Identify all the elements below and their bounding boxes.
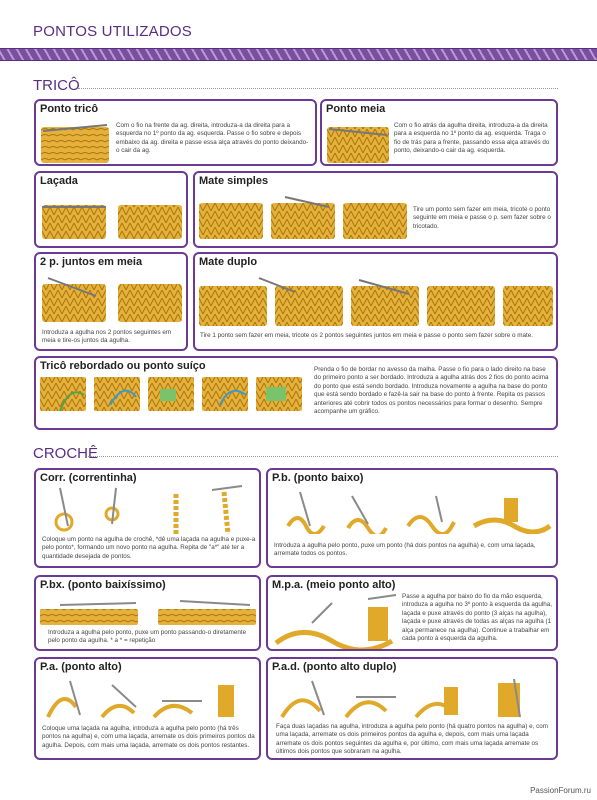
card-title: Ponto meia (326, 103, 386, 115)
card-description: Introduza a agulha nos 2 pontos seguintes em meia e tire-os juntos da agulha. (42, 329, 172, 345)
card-title: Mate duplo (199, 256, 258, 268)
card-ponto-baixissimo (34, 575, 261, 651)
knitting-swatch-illustration (327, 121, 389, 163)
card-title: Mate simples (199, 175, 269, 187)
card-ponto-alto-duplo (266, 657, 558, 760)
card-description: Faça duas laçadas na agulha, introduza a agulha pelo ponto (há quatro pontos na agulha) e, com uma laçada, arremate os dois primeiros pontos da agulha e, depois, com mais uma laçada arremate os dois pontos seguintes da agulha e, por último, com mais uma laçada arremate os últimos dois pontos que sobraram na agulha. (276, 723, 549, 756)
decorative-braid-border (0, 48, 597, 61)
card-ponto-meia (320, 99, 558, 166)
card-title: Corr. (correntinha) (40, 472, 137, 484)
card-description: Coloque uma laçada na agulha, introduza a agulha pelo ponto (há três pontos na agulha) e, com uma laçada, arremate os dois primeiros pontos da agulha. Depois, com mais uma laçada, arremate os dois pontos restantes. (42, 725, 255, 749)
card-description: Introduza a agulha pelo ponto, puxe um ponto (há dois pontos na agulha) e, com uma laçada, arremate todos os pontos. (274, 542, 536, 558)
card-description: Passe a agulha por baixo do fio da mão esquerda, introduza a agulha no 3º ponto à esquerda da agulha, laçada e puxe através do ponto (3 alças na agulha), laçada e puxe através de todas as alças na agulha (1 alça permanece na agulha). Continue a trabalhar em cada ponto à esquerda da agulha. (402, 593, 553, 643)
card-ponto-alto (34, 657, 261, 760)
card-title: P.bx. (ponto baixíssimo) (40, 579, 166, 591)
card-title: Tricô rebordado ou ponto suíço (40, 360, 206, 372)
card-ponto-baixo (266, 468, 558, 568)
card-title: P.a.d. (ponto alto duplo) (272, 661, 397, 673)
card-description: Tire um ponto sem fazer em meia, tricote o ponto seguinte em meia e passe o p. sem fazer sobre o tricotado. (413, 206, 551, 230)
card-description: Com o fio na frente da ag. direita, introduza-a da direita para a esquerda no 1º ponto da ag. esquerda. Passe o fio sobre e depois embaixo da ag. direita e passe essa alça através do ponto deixando-o cair da ag. (116, 122, 309, 155)
section-rule (88, 456, 558, 457)
card-description: Coloque um ponto na agulha de crochê, *dê uma laçada na agulha e puxe-a pelo ponto*, formando um novo ponto na agulha. Repita de "a*" até ter a quantidade desejada de pontos. (42, 536, 256, 560)
card-mate-duplo (193, 252, 558, 351)
crochet-illustration (46, 484, 256, 536)
knitting-swatch-illustration (41, 121, 109, 163)
card-mate-simples (193, 171, 558, 248)
card-description (48, 629, 258, 646)
card-meio-ponto-alto (266, 575, 558, 651)
card-title: P.b. (ponto baixo) (272, 472, 364, 484)
card-lacada (34, 171, 188, 248)
knitting-swatch-illustration (199, 274, 555, 328)
crochet-illustration (42, 677, 256, 721)
crochet-illustration (40, 595, 258, 627)
card-description: Com o fio atrás da agulha direita, introduza-a da direita para a esquerda no 1º ponto da ag. esquerda. Traga o fio de trás para a frente, passando essa alça através do ponto, deixando-o cair da ag. esquerda. (394, 122, 550, 155)
card-rebordado (34, 356, 558, 430)
card-title: 2 p. juntos em meia (40, 256, 143, 268)
crochet-illustration (278, 486, 556, 534)
card-title: M.p.a. (meio ponto alto) (272, 579, 396, 591)
repetition-note: * a * = repetição (110, 637, 156, 645)
section-title-trico: TRICÔ (33, 77, 80, 94)
description-text: Introduza a agulha pelo ponto, puxe um ponto passando-o diretamente pelo ponto da agulha. (48, 629, 247, 645)
card-ponto-trico (34, 99, 317, 166)
crochet-illustration (276, 677, 554, 721)
card-correntinha (34, 468, 261, 568)
card-dois-juntos (34, 252, 188, 351)
card-title: P.a. (ponto alto) (40, 661, 122, 673)
crochet-illustration (272, 593, 398, 649)
page-title: PONTOS UTILIZADOS (33, 23, 192, 40)
section-rule (78, 88, 558, 89)
card-title: Laçada (40, 175, 78, 187)
knitting-swatch-illustration (199, 195, 411, 243)
knitting-swatch-illustration (40, 375, 310, 415)
card-title: Ponto tricô (40, 103, 99, 115)
knitting-swatch-illustration (42, 274, 184, 324)
knitting-swatch-illustration (42, 199, 184, 241)
section-title-croche: CROCHÊ (33, 445, 99, 462)
card-description: Prenda o fio de bordar no avesso da malha. Passe o fio para o lado direito na base do primeiro ponto a ser bordado. Introduza a agulha atrás dos 2 fios do ponto acima do ponto que está sendo bordado. Introduza novamente a agulha na base do ponto que está sendo bordado e fazê-la sair na base do ponto à frente. Repita os passos anteriores até cobrir todos os pontos necessários para formar o desenho. Sempre acompanhe um gráfico. (314, 366, 549, 416)
card-description: Tire 1 ponto sem fazer em meia, tricote os 2 pontos seguintes juntos em meia e passe o ponto sem fazer sobre o mate. (200, 332, 533, 339)
watermark-text: PassionForum.ru (530, 786, 591, 795)
